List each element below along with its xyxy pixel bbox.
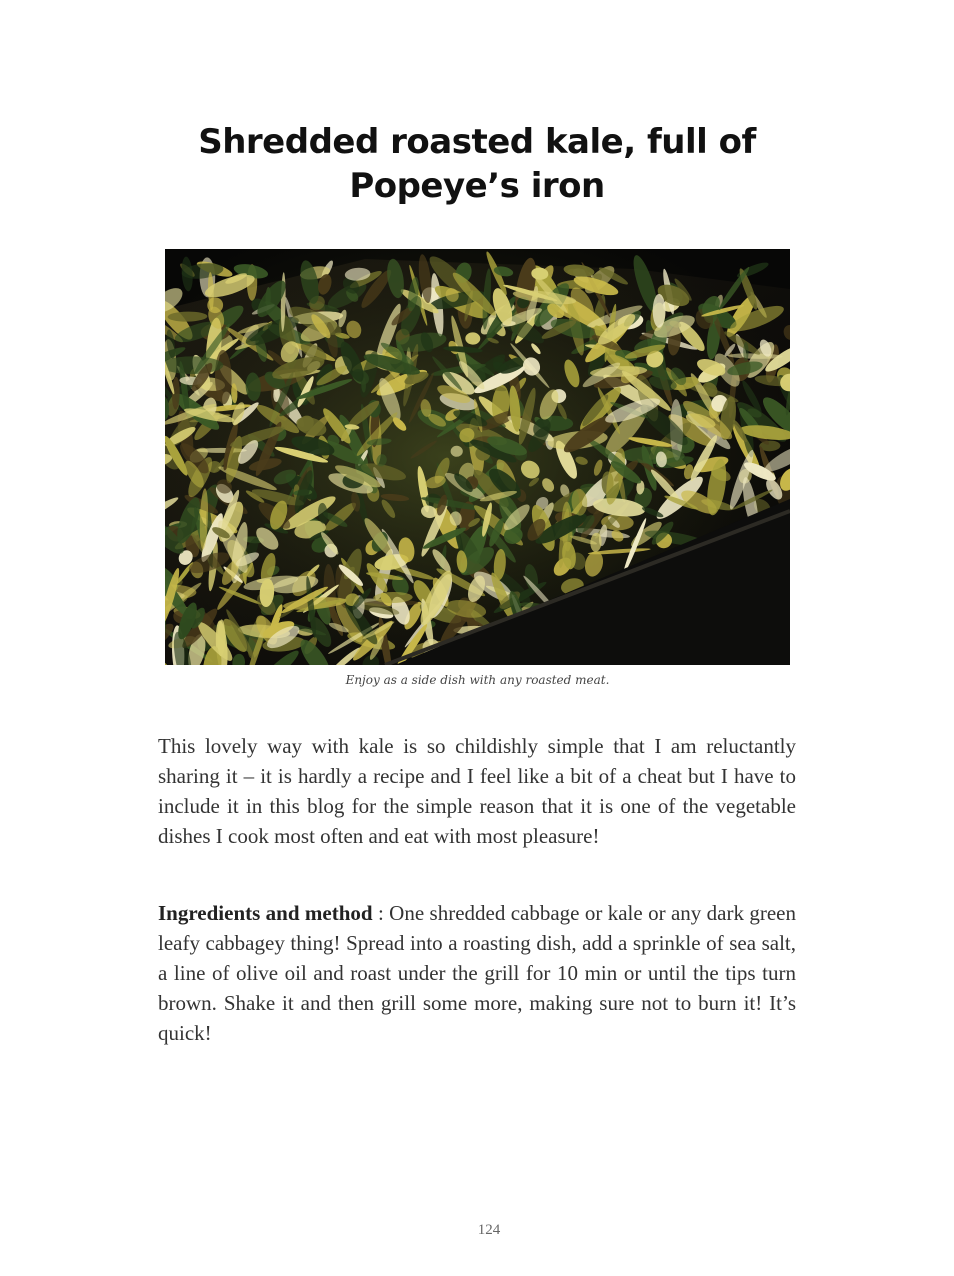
page-title: Shredded roasted kale, full of Popeye’s iron — [198, 122, 756, 206]
method-label: Ingredients and method — [158, 901, 373, 925]
image-caption: Enjoy as a side dish with any roasted meat. — [345, 673, 610, 687]
roasted-kale-photo — [165, 249, 790, 665]
intro-paragraph: This lovely way with kale is so childishly simple that I am reluctantly sharing it – it is hardly a recipe and I feel like a bit of a cheat but I have to include it in this blog for the simple reason that it is one of the vegetable dishes I cook most often and eat with most pleasure! — [158, 734, 796, 848]
page-number: 124 — [477, 1222, 501, 1238]
method-text: : One shredded cabbage or kale or any dark green leafy cabbagey thing! Spread into a roasting dish, add a sprinkle of sea salt, a line of olive oil and roast under the grill for 10 min or until the tips turn brown. Shake it and then grill some more, making sure not to burn it! It’s quick! — [158, 901, 796, 1045]
method-paragraph — [158, 898, 796, 1048]
